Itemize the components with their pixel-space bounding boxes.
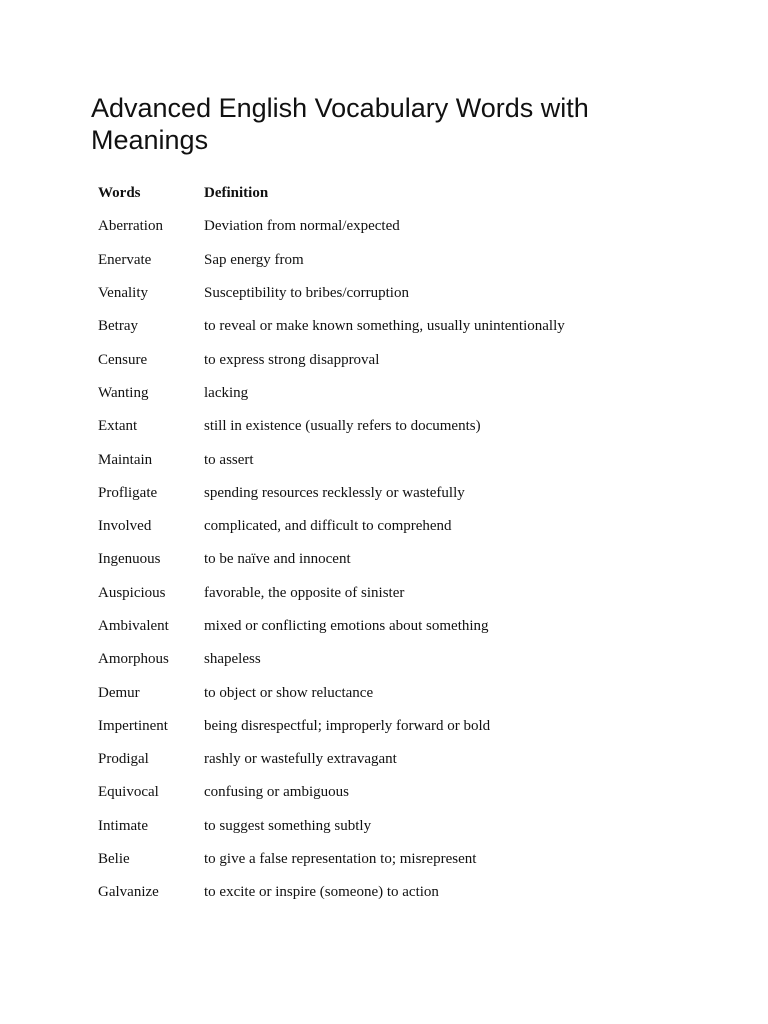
- table-row: [98, 643, 644, 676]
- vocabulary-word: Auspicious: [98, 584, 166, 601]
- vocabulary-definition: confusing or ambiguous: [204, 784, 349, 801]
- table-body: [98, 210, 644, 909]
- vocabulary-definition: to excite or inspire (someone) to action: [204, 884, 439, 901]
- column-header-definition: Definition: [204, 185, 269, 202]
- table-row: [98, 477, 644, 510]
- vocabulary-word: Intimate: [98, 817, 148, 834]
- table-row: [98, 244, 644, 277]
- table-row: [98, 277, 644, 310]
- vocabulary-definition: lacking: [204, 384, 249, 401]
- table-row: [98, 776, 644, 809]
- vocabulary-word: Profligate: [98, 484, 158, 501]
- vocabulary-definition: to object or show reluctance: [204, 684, 374, 701]
- table-row: [98, 310, 644, 343]
- vocabulary-word: Wanting: [98, 384, 149, 401]
- vocabulary-word: Equivocal: [98, 784, 159, 801]
- vocabulary-word: Prodigal: [98, 751, 149, 768]
- vocabulary-definition: to give a false representation to; misrepresent: [204, 851, 477, 868]
- vocabulary-word: Betray: [98, 318, 138, 335]
- vocabulary-word: Extant: [98, 418, 138, 435]
- page-title: Advanced English Vocabulary Words with Meanings: [91, 93, 589, 155]
- vocabulary-definition: to assert: [204, 451, 254, 468]
- vocabulary-word: Venality: [98, 285, 148, 302]
- vocabulary-word: Amorphous: [98, 651, 169, 668]
- vocabulary-definition: to express strong disapproval: [204, 351, 380, 368]
- vocabulary-word: Censure: [98, 351, 148, 368]
- table-row: [98, 843, 644, 876]
- vocabulary-word: Belie: [98, 851, 130, 868]
- vocabulary-definition: Sap energy from: [204, 251, 304, 268]
- vocabulary-definition: to be naïve and innocent: [204, 551, 351, 568]
- vocabulary-word: Ambivalent: [98, 618, 169, 634]
- vocabulary-word: Enervate: [98, 251, 152, 268]
- vocabulary-word: Involved: [98, 518, 152, 535]
- column-header-words: Words: [98, 185, 141, 202]
- vocabulary-word: Galvanize: [98, 884, 159, 901]
- vocabulary-definition: favorable, the opposite of sinister: [204, 584, 405, 601]
- vocabulary-word: Maintain: [98, 451, 153, 468]
- vocabulary-word: Aberration: [98, 218, 163, 235]
- vocabulary-word: Demur: [98, 684, 140, 701]
- vocabulary-table: [98, 177, 644, 910]
- table-row: [98, 810, 644, 843]
- vocabulary-definition: to suggest something subtly: [204, 817, 372, 834]
- table-row: [98, 510, 644, 543]
- vocabulary-definition: being disrespectful; improperly forward or bold: [204, 717, 491, 734]
- table-row: [98, 210, 644, 243]
- table-row: [98, 443, 644, 476]
- table-row: [98, 577, 644, 610]
- table-row: [98, 743, 644, 776]
- vocabulary-definition: rashly or wastefully extravagant: [204, 751, 397, 768]
- table-header-row: [98, 177, 644, 210]
- vocabulary-definition: to reveal or make known something, usually unintentionally: [204, 318, 565, 335]
- table-row: [98, 410, 644, 443]
- table-row: [98, 610, 644, 643]
- vocabulary-word: Impertinent: [98, 717, 168, 734]
- vocabulary-definition: mixed or conflicting emotions about something: [204, 618, 489, 634]
- vocabulary-definition: still in existence (usually refers to documents): [204, 418, 481, 435]
- vocabulary-definition: spending resources recklessly or wastefully: [204, 484, 465, 501]
- table-row: [98, 543, 644, 576]
- table-row: [98, 377, 644, 410]
- table-row: [98, 710, 644, 743]
- vocabulary-word: Ingenuous: [98, 551, 161, 568]
- vocabulary-definition: shapeless: [204, 651, 261, 668]
- vocabulary-definition: Deviation from normal/expected: [204, 218, 400, 235]
- vocabulary-definition: Susceptibility to bribes/corruption: [204, 285, 409, 302]
- table-row: [98, 876, 644, 909]
- vocabulary-definition: complicated, and difficult to comprehend: [204, 518, 452, 535]
- table-row: [98, 676, 644, 709]
- table-row: [98, 343, 644, 376]
